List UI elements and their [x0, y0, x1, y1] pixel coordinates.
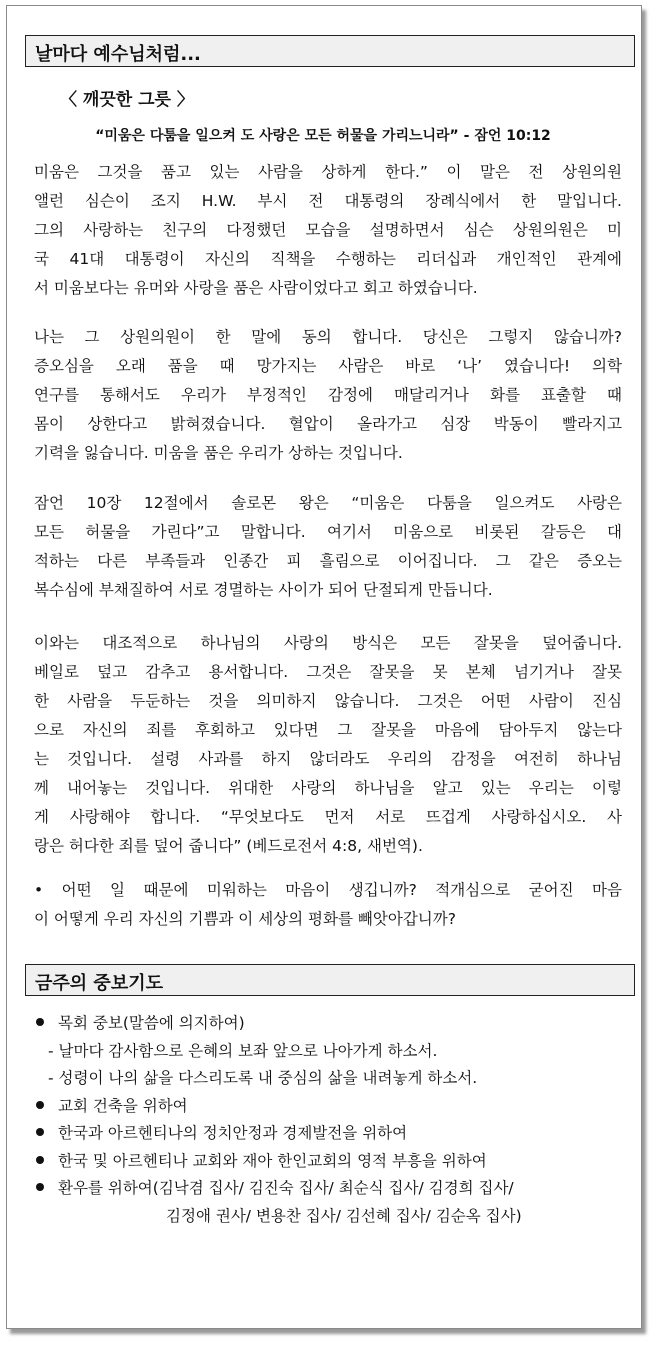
prayer-title: 금주의 중보기도	[35, 973, 163, 994]
paragraph-line: 모든 허물을 가린다”고 말합니다. 여기서 미움으로 비롯된 갈등은 대	[34, 523, 622, 541]
reflection-question	[34, 876, 622, 934]
paragraph-line: 나는 그 상원의원이 한 말에 동의 합니다. 당신은 그렇지 않습니까?	[34, 328, 622, 346]
paragraph-line: 적하는 다른 부족들과 인종간 피 흘림으로 이어집니다. 그 같은 증오는	[34, 552, 622, 570]
paragraph-line: 몸이 상한다고 밝혀졌습니다. 혈압이 올라가고 심장 박동이 빨라지고	[34, 415, 622, 433]
devotional-header	[25, 35, 635, 67]
paragraph-line: 게 사랑해야 합니다. “무엇보다도 먼저 서로 뜨겁게 사랑하십시오. 사	[34, 808, 622, 826]
paragraph-line: 앨런 심슨이 조지 H.W. 부시 전 대통령의 장례식에서 한 말입니다.	[34, 192, 622, 210]
paragraph-line: 증오심을 오래 품을 때 망가지는 사람은 바로 ‘나’ 였습니다! 의학	[34, 357, 622, 375]
paragraph-line: 기력을 잃습니다. 미움을 품은 우리가 상하는 것입니다.	[34, 444, 403, 462]
prayer-item	[34, 1148, 624, 1176]
paragraph-line: 으로 자신의 죄를 후회하고 있다면 그 잘못을 마음에 담아두지 않는다	[34, 721, 622, 739]
bullet-icon	[36, 1101, 44, 1109]
paragraph-line: 미움은 그것을 품고 있는 사람을 상하게 한다.” 이 말은 전 상원의원	[34, 163, 622, 181]
paragraph-line: 국 41대 대통령이 자신의 직책을 수행하는 리더십과 개인적인 관계에	[34, 250, 622, 268]
paragraph-line: 서 미움보다는 유머와 사랑을 품은 사람이었다고 회고 하였습니다.	[34, 279, 478, 297]
prayer-item	[34, 1120, 624, 1148]
paragraph-4	[34, 629, 622, 861]
prayer-item-text: 한국과 아르헨티나의 정치안정과 경제발전을 위하여	[58, 1124, 408, 1142]
bullet-icon	[36, 1156, 44, 1164]
bullet-icon	[36, 1128, 44, 1136]
prayer-item-text: 한국 및 아르헨티나 교회와 재아 한인교회의 영적 부흥을 위하여	[58, 1151, 487, 1170]
paragraph-1	[34, 158, 622, 303]
paragraph-line: 께 내어놓는 것입니다. 위대한 사랑의 하나님을 알고 있는 우리는 이렇	[34, 779, 622, 797]
paragraph-line: 그의 사랑하는 친구의 다정했던 모습을 설명하면서 심슨 상원의원은 미	[34, 221, 622, 239]
bullet-icon	[36, 1183, 44, 1191]
prayer-item	[34, 1175, 624, 1203]
prayer-subitem: - 날마다 감사함으로 은혜의 보좌 앞으로 나아가게 하소서.	[48, 1041, 438, 1060]
devotional-title: 날마다 예수님처럼...	[35, 44, 201, 65]
prayer-subitem: - 성령이 나의 삶을 다스리도록 내 중심의 삶을 내려놓게 하소서.	[48, 1069, 478, 1087]
paragraph-line: 이와는 대조적으로 하나님의 사랑의 방식은 모든 잘못을 덮어줍니다.	[34, 634, 622, 652]
paragraph-line: 베일로 덮고 감추고 용서합니다. 그것은 잘못을 못 본체 넘기거나 잘못	[34, 663, 622, 681]
scripture-verse: “미움은 다툼을 일으켜 도 사랑은 모든 허물을 가리느니라” - 잠언 10:12	[95, 128, 551, 144]
prayer-header	[25, 964, 635, 996]
paragraph-line: 잠언 10장 12절에서 솔로몬 왕은 “미움은 다툼을 일으켜도 사랑은	[34, 494, 622, 512]
paragraph-line: • 어떤 일 때문에 미워하는 마음이 생깁니까? 적개심으로 굳어진 마음	[34, 881, 622, 899]
paragraph-line: 연구를 통해서도 우리가 부정적인 감정에 매달리거나 화를 표출할 때	[34, 386, 622, 404]
paragraph-3	[34, 489, 622, 605]
paragraph-line: 이 어떻게 우리 자신의 기쁨과 이 세상의 평화를 빼앗아갑니까?	[34, 910, 456, 928]
paragraph-line: 랑은 허다한 죄를 덮어 줍니다” (베드로전서 4:8, 새번역).	[34, 837, 423, 855]
paragraph-line: 는 것입니다. 설령 사과를 하지 않더라도 우리의 감정을 여전히 하나님	[34, 750, 622, 768]
prayer-item-text: 환우를 위하여(김낙겸 집사/ 김진숙 집사/ 최순식 집사/ 김경희 집사/	[58, 1179, 514, 1197]
bullet-icon	[36, 1018, 44, 1026]
prayer-item-text: 목회 중보(말씀에 의지하여)	[58, 1014, 245, 1032]
prayer-item	[34, 1010, 624, 1038]
paragraph-line: 한 사람을 두둔하는 것을 의미하지 않습니다. 그것은 어떤 사람이 진심	[34, 692, 622, 710]
prayer-item	[34, 1093, 624, 1121]
paragraph-line: 복수심에 부채질하여 서로 경멸하는 사이가 되어 단절되게 만듭니다.	[34, 581, 493, 599]
paragraph-2	[34, 323, 622, 468]
prayer-item-continuation: 김정애 권사/ 변용찬 집사/ 김선혜 집사/ 김순옥 집사)	[166, 1206, 522, 1225]
prayer-item-text: 교회 건축을 위하여	[58, 1096, 188, 1115]
prayer-list	[34, 1010, 624, 1230]
subtitle: 〈 깨끗한 그릇 〉	[60, 90, 194, 110]
